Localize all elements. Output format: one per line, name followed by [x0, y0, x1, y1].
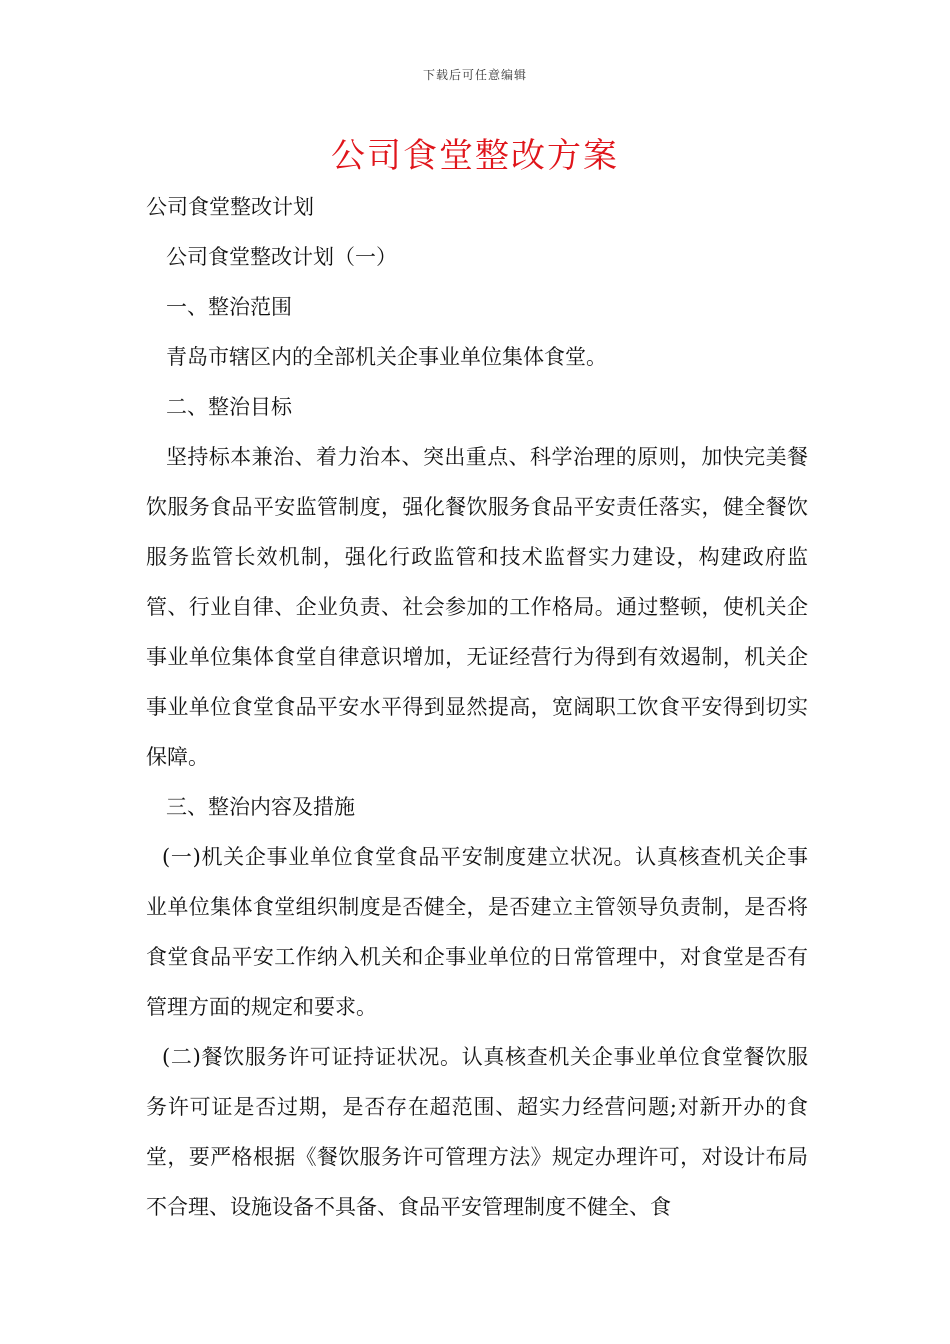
section-1-body: 青岛市辖区内的全部机关企事业单位集体食堂。	[166, 345, 607, 369]
section-3-heading: 三、整治内容及措施	[166, 795, 355, 819]
section-3-item-1: (一)机关企事业单位食堂食品平安制度建立状况。认真核查机关企事业单位集体食堂组织制度是否健全，是否建立主管领导负责制，是否将食堂食品平安工作纳入机关和企事业单位的日常管理中，对食堂是否有管理方面的规定和要求。	[146, 845, 808, 1019]
document-title: 公司食堂整改方案	[331, 136, 619, 176]
section-1-heading: 一、整治范围	[166, 295, 292, 319]
section-3-item-2: (二)餐饮服务许可证持证状况。认真核查机关企事业单位食堂餐饮服务许可证是否过期，是否存在超范围、超实力经营问题;对新开办的食堂，要严格根据《餐饮服务许可管理方法》规定办理许可，对设计布局不合理、设施设备不具备、食品平安管理制度不健全、食	[146, 1045, 808, 1219]
section-2-heading: 二、整治目标	[166, 395, 292, 419]
header-note: 下载后可任意编辑	[422, 68, 527, 82]
subtitle: 公司食堂整改计划	[146, 195, 314, 219]
document-body	[146, 182, 808, 1232]
section-title: 公司食堂整改计划（一）	[166, 245, 397, 269]
section-2-body: 坚持标本兼治、着力治本、突出重点、科学治理的原则，加快完美餐饮服务食品平安监管制度，强化餐饮服务食品平安责任落实，健全餐饮服务监管长效机制，强化行政监管和技术监督实力建设，构建政府监管、行业自律、企业负责、社会参加的工作格局。通过整顿，使机关企事业单位集体食堂自律意识增加，无证经营行为得到有效遏制，机关企事业单位食堂食品平安水平得到显然提高，宽阔职工饮食平安得到切实保障。	[146, 445, 808, 769]
